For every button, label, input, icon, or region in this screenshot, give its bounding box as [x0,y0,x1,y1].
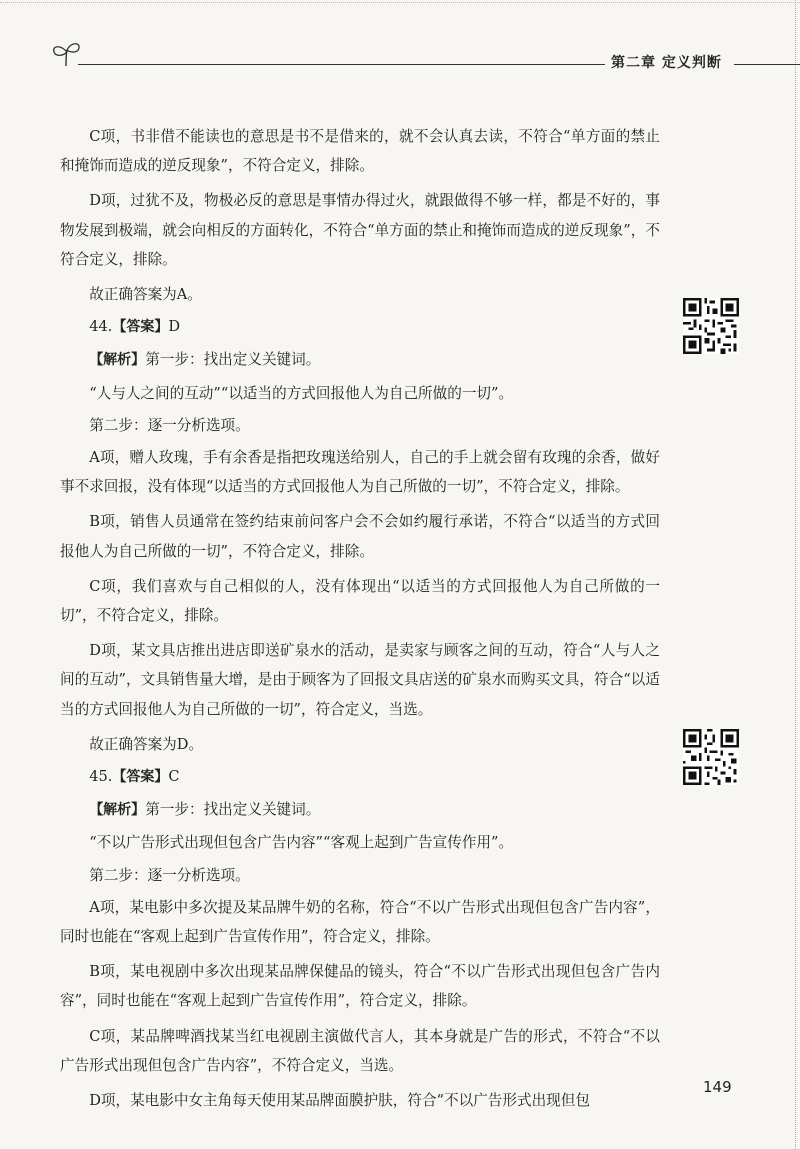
page-top-edge [0,2,800,3]
qr-code-icon[interactable] [683,298,739,354]
page-content [60,122,660,1121]
paragraph: D项，过犹不及，物极必反的意思是事情办得过火，就跟做得不够一样，都是不好的，事物发展到极端，就会向相反的方面转化，不符合“单方面的禁止和掩饰而造成的逆反现象”，不符合定义，排除。 [60,192,660,268]
page-header [50,36,800,76]
option-paragraph: B项，销售人员通常在签约结束前问客户会不会如约履行承诺，不符合“以适当的方式回报他人为自己所做的一切”，不符合定义，排除。 [60,513,660,560]
option-paragraph: C项，某品牌啤酒找某当红电视剧主演做代言人，其本身就是广告的形式，不符合“不以广告形式出现但包含广告内容”，不符合定义，当选。 [60,1027,660,1074]
answer-value: D [168,318,181,336]
keywords: “人与人之间的互动”“以适当的方式回报他人为自己所做的一切”。 [89,384,514,402]
paragraph: C项，书非借不能读也的意思是书不是借来的，就不会认真去读，不符合“单方面的禁止和掩饰而造成的逆反现象”，不符合定义，排除。 [60,128,660,175]
header-rule-right [734,64,800,65]
step-two: 第二步：逐一分析选项。 [89,866,250,884]
option-paragraph: D项，某文具店推出进店即送矿泉水的活动，是卖家与顾客之间的互动，符合“人与人之间的互动”，文具销售量大增，是由于顾客为了回报文具店送的矿泉水而购买文具，符合“以适当的方式回报他人为自己所做的一切”，符合定义，当选。 [60,642,660,718]
analysis-label: 【解析】 [89,352,146,369]
conclusion: 故正确答案为D。 [89,735,204,753]
question-number: 44. [89,318,113,336]
keywords: “不以广告形式出现但包含广告内容”“客观上起到广告宣传作用”。 [89,834,514,852]
header-rule [78,64,638,65]
answer-line-44 [60,312,660,342]
option-paragraph: A项，某电影中多次提及某品牌牛奶的名称，符合“不以广告形式出现但包含广告内容”，同时也能在“客观上起到广告宣传作用”，符合定义，排除。 [60,898,660,946]
qr-code-icon[interactable] [683,729,739,785]
analysis-line-45 [60,795,660,825]
analysis-text: 第一步：找出定义关键词。 [145,351,321,369]
step-two: 第二步：逐一分析选项。 [89,416,250,434]
page-right-edge [793,0,796,1149]
analysis-text: 第一步：找出定义关键词。 [145,801,321,819]
answer-line-45 [60,762,660,792]
page-number: 149 [703,1078,732,1096]
option-paragraph: A项，赠人玫瑰，手有余香是指把玫瑰送给别人，自己的手上就会留有玫瑰的余香，做好事不求回报，没有体现“以适当的方式回报他人为自己所做的一切”，不符合定义，排除。 [60,449,660,496]
option-paragraph: B项，某电视剧中多次出现某品牌保健品的镜头，符合“不以广告形式出现但包含广告内容”，同时也能在“客观上起到广告宣传作用”，符合定义，排除。 [60,963,660,1010]
option-paragraph: D项，某电影中女主角每天使用某品牌面膜护肤，符合“不以广告形式出现但包 [89,1092,590,1110]
chapter-title: 第二章 定义判断 [605,52,728,72]
analysis-label: 【解析】 [89,802,146,819]
answer-value: C [168,768,180,786]
answer-label: 【答案】 [112,769,169,786]
analysis-line-44 [60,345,660,375]
question-number: 45. [89,768,113,786]
paragraph: 故正确答案为A。 [89,286,202,304]
option-paragraph: C项，我们喜欢与自己相似的人，没有体现出“以适当的方式回报他人为自己所做的一切”，不符合定义，排除。 [60,577,660,625]
answer-label: 【答案】 [112,319,169,336]
